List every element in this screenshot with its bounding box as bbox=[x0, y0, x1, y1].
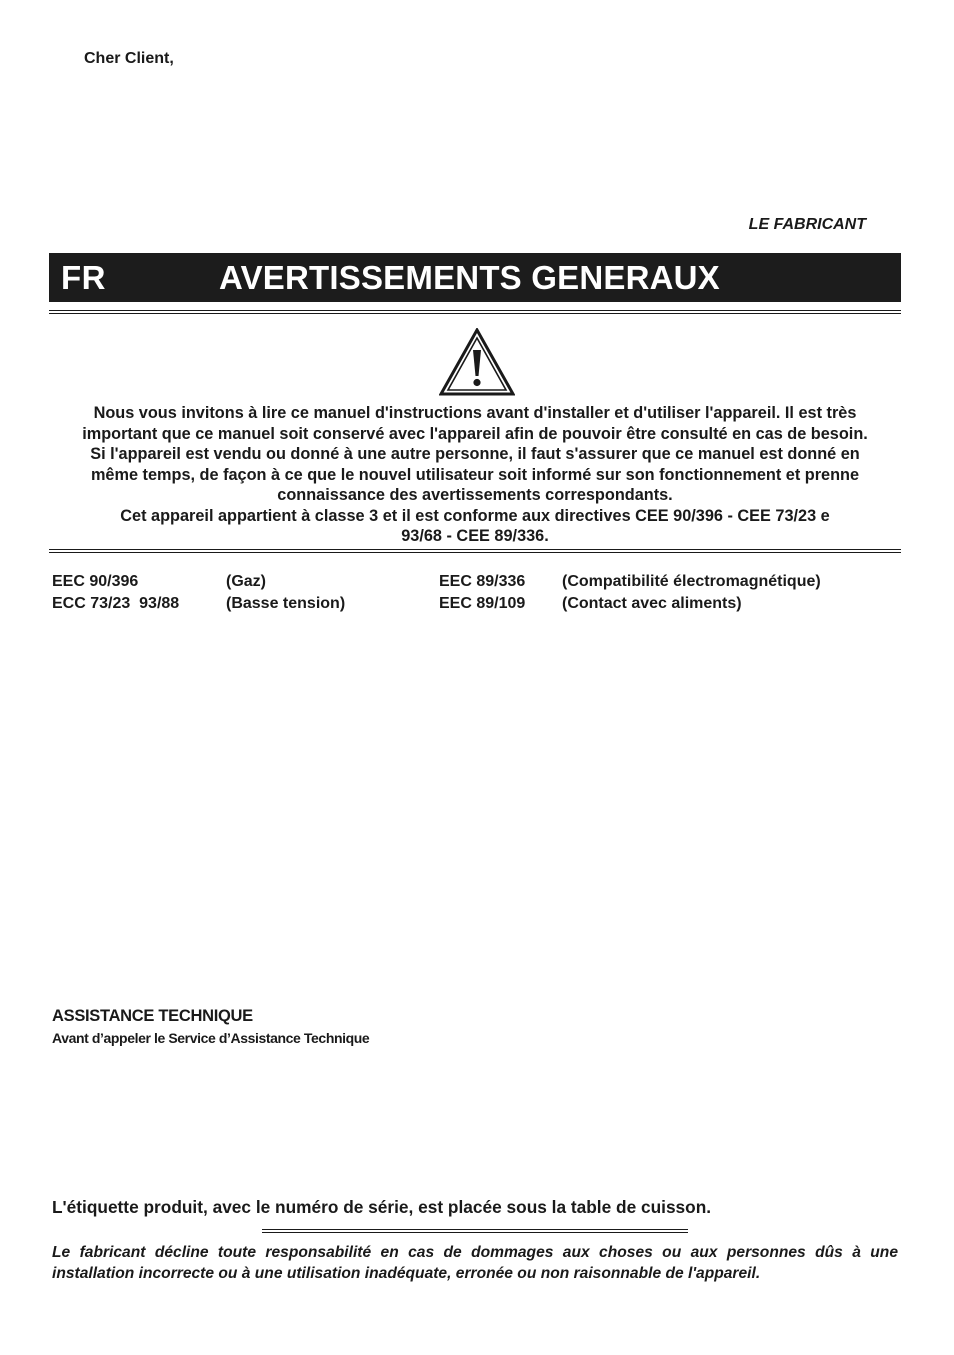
directive-description: (Gaz) bbox=[226, 573, 266, 590]
section-title: AVERTISSEMENTS GENERAUX bbox=[219, 259, 720, 296]
disclaimer-line: installation incorrecte ou à une utilisation inadéquate, erronée ou non raisonnable de l'appareil. bbox=[52, 1265, 761, 1282]
intro-line: Si l'appareil est vendu ou donné à une autre personne, il faut s'assurer que ce manuel est donné en bbox=[90, 445, 860, 463]
directive-code: EEC 90/396 bbox=[52, 573, 139, 590]
section-header-bar bbox=[49, 253, 901, 302]
directive-code: EEC 89/336 bbox=[439, 573, 526, 590]
intro-line: Cet appareil appartient à classe 3 et il est conforme aux directives CEE 90/396 - CEE 73/23 e bbox=[120, 506, 830, 525]
liability-disclaimer bbox=[52, 1242, 898, 1284]
directive-description: (Contact avec aliments) bbox=[562, 595, 742, 612]
language-code: FR bbox=[61, 259, 106, 296]
intro-paragraph bbox=[49, 403, 901, 547]
assistance-heading: ASSISTANCE TECHNIQUE bbox=[52, 1007, 253, 1025]
directive-code: EEC 89/109 bbox=[439, 595, 526, 612]
intro-line: important que ce manuel soit conservé avec l'appareil afin de pouvoir être consulté en cas de besoin. bbox=[82, 424, 868, 443]
intro-line: 93/68 - CEE 89/336. bbox=[401, 527, 549, 545]
double-rule-divider bbox=[262, 1229, 688, 1233]
double-rule-divider bbox=[49, 310, 901, 314]
intro-line: même temps, de façon à ce que le nouvel utilisateur soit informé sur son fonctionnement et prenne bbox=[90, 465, 860, 484]
intro-line: Nous vous invitons à lire ce manuel d'instructions avant d'installer et d'utiliser l'appareil. Il est très bbox=[93, 404, 857, 422]
assistance-subheading: Avant d’appeler le Service d’Assistance Technique bbox=[52, 1030, 370, 1046]
warning-triangle-icon bbox=[439, 328, 515, 396]
directive-description: (Basse tension) bbox=[226, 595, 346, 612]
directive-code: ECC 73/23 93/88 bbox=[52, 595, 180, 612]
greeting: Cher Client, bbox=[84, 50, 174, 67]
disclaimer-line: Le fabricant décline toute responsabilité en cas de dommages aux choses ou aux personnes dûs à une bbox=[52, 1244, 898, 1261]
signature: LE FABRICANT bbox=[748, 216, 866, 233]
intro-line: connaissance des avertissements correspondants. bbox=[277, 486, 673, 504]
product-label-note: L'étiquette produit, avec le numéro de série, est placée sous la table de cuisson. bbox=[52, 1197, 712, 1217]
double-rule-divider bbox=[49, 549, 901, 553]
directive-description: (Compatibilité électromagnétique) bbox=[562, 573, 821, 590]
